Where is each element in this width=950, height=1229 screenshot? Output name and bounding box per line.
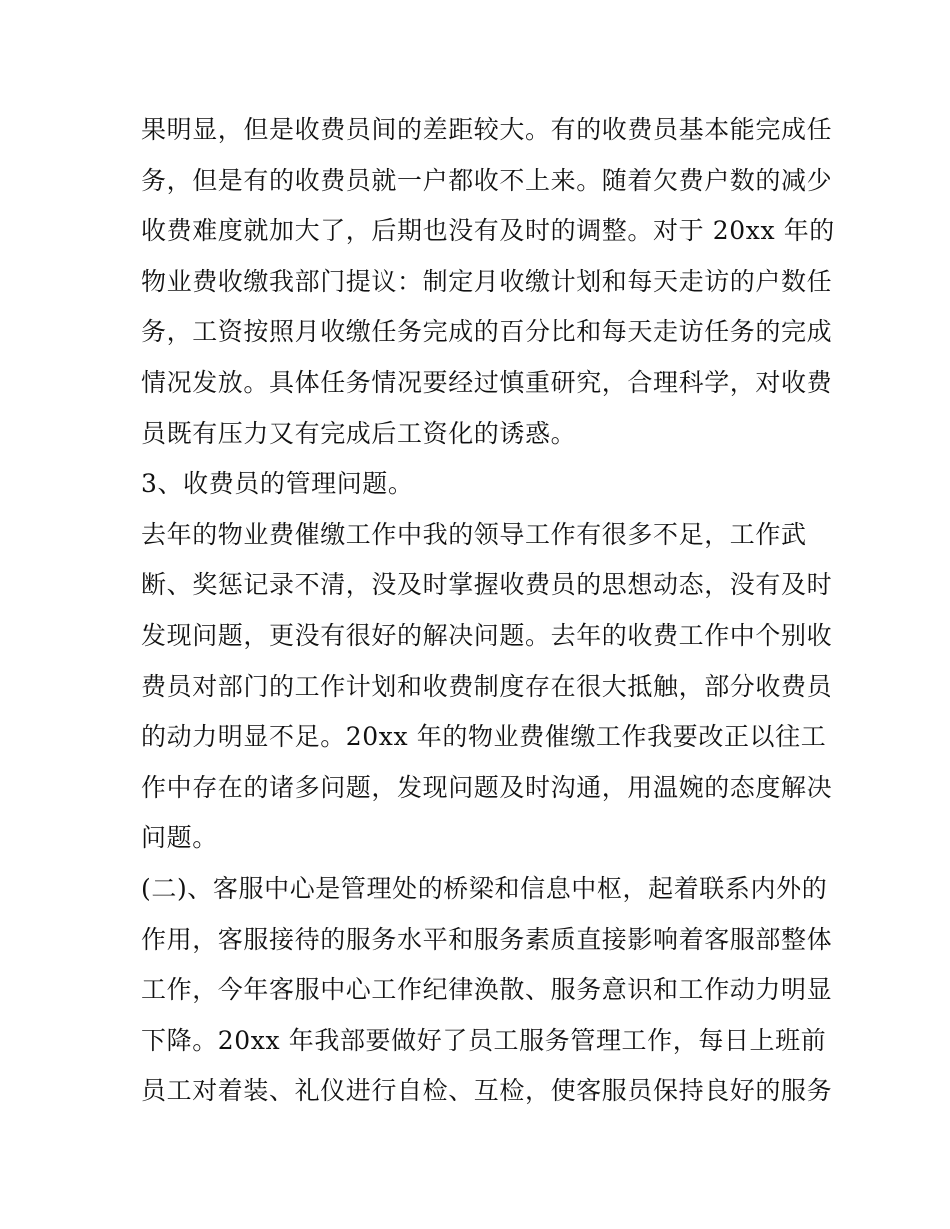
text-line: (二)、客服中心是管理处的桥梁和信息中枢，起着联系内外的	[141, 873, 828, 903]
text-line: 费员对部门的工作计划和收费制度存在很大抵触，部分收费员	[141, 671, 833, 701]
text-line: 务，工资按照月收缴任务完成的百分比和每天走访任务的完成	[141, 317, 833, 347]
text-line: 作用，客服接待的服务水平和服务素质直接影响着客服部整体	[141, 924, 833, 954]
body-text	[141, 105, 835, 1117]
text-line: 去年的物业费催缴工作中我的领导工作有很多不足，工作武	[141, 519, 807, 549]
text-line: 发现问题，更没有很好的解决问题。去年的收费工作中个别收	[141, 620, 833, 650]
text-line: 员既有压力又有完成后工资化的诱惑。	[141, 418, 577, 448]
text-line: 作中存在的诸多问题，发现问题及时沟通，用温婉的态度解决	[141, 772, 833, 802]
text-line: 物业费收缴我部门提议：制定月收缴计划和每天走访的户数任	[141, 266, 833, 296]
text-line: 务，但是有的收费员就一户都收不上来。随着欠费户数的减少	[141, 165, 833, 195]
text-line: 问题。	[141, 823, 218, 853]
text-line: 工作，今年客服中心工作纪律涣散、服务意识和工作动力明显	[141, 975, 833, 1005]
text-line: 情况发放。具体任务情况要经过慎重研究，合理科学，对收费	[141, 367, 833, 397]
text-line: 收费难度就加大了，后期也没有及时的调整。对于 20xx 年的	[141, 216, 835, 246]
text-line: 员工对着装、礼仪进行自检、互检，使客服员保持良好的服务	[141, 1076, 833, 1106]
section-heading: 3、收费员的管理问题。	[141, 469, 414, 499]
text-line: 的动力明显不足。20xx 年的物业费催缴工作我要改正以往工	[141, 722, 827, 752]
text-line: 下降。20xx 年我部要做好了员工服务管理工作，每日上班前	[141, 1025, 827, 1055]
text-line: 果明显，但是收费员间的差距较大。有的收费员基本能完成任	[141, 115, 833, 144]
text-line: 断、奖惩记录不清，没及时掌握收费员的思想动态，没有及时	[141, 570, 833, 600]
